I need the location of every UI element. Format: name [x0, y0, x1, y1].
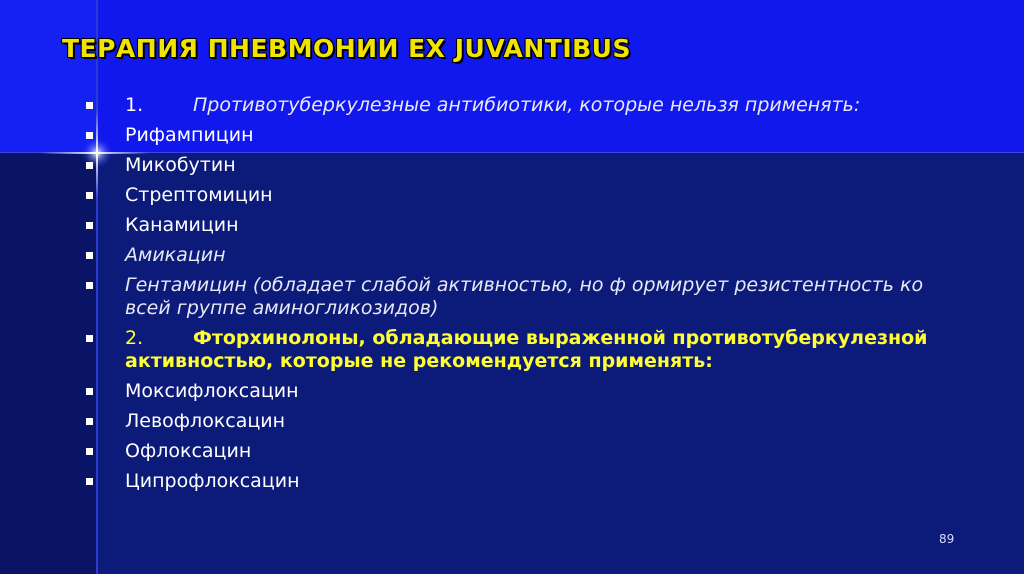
item-text: Гентамицин (обладает слабой активностью, но ф ормирует резистентность ко всей группе аминогликозидов)	[125, 274, 924, 319]
list-item	[84, 440, 964, 463]
item-text: Микобутин	[125, 154, 236, 176]
list-item	[84, 94, 964, 117]
bullet-icon	[86, 418, 93, 425]
bullet-icon	[86, 192, 93, 199]
bullet-icon	[86, 478, 93, 485]
item-text: Амикацин	[125, 244, 226, 266]
item-text: Рифампицин	[125, 124, 254, 146]
bullet-icon	[86, 132, 93, 139]
item-text: Левофлоксацин	[125, 410, 286, 432]
page-number: 89	[939, 532, 955, 546]
list-item	[84, 214, 964, 237]
item-text: Канамицин	[125, 214, 239, 236]
list-item	[84, 124, 964, 147]
list-item	[84, 184, 964, 207]
bullet-icon	[86, 162, 93, 169]
bullet-list	[84, 94, 964, 500]
bullet-icon	[86, 222, 93, 229]
list-item	[84, 410, 964, 433]
list-item	[84, 244, 964, 267]
item-text: Моксифлоксацин	[125, 380, 299, 402]
list-item	[84, 274, 964, 320]
item-text: Офлоксацин	[125, 440, 252, 462]
item-number: 2.	[125, 327, 144, 349]
list-item	[84, 470, 964, 493]
item-text: Ципрофлоксацин	[125, 470, 300, 492]
item-text: Противотуберкулезные антибиотики, которые нельзя применять:	[193, 94, 861, 116]
bullet-icon	[86, 448, 93, 455]
list-item	[84, 380, 964, 403]
bullet-icon	[86, 388, 93, 395]
list-item	[84, 154, 964, 177]
list-item	[84, 327, 964, 373]
item-text: Фторхинолоны, обладающие выраженной противотуберкулезной активностью, которые не рекомендуется применять:	[125, 327, 928, 372]
item-text: Стрептомицин	[125, 184, 273, 206]
slide-title: ТЕРАПИЯ ПНЕВМОНИИ EX JUVANTIBUS	[62, 34, 631, 63]
item-number: 1.	[125, 94, 144, 116]
bullet-icon	[86, 252, 93, 259]
bullet-icon	[86, 335, 93, 342]
bullet-icon	[86, 282, 93, 289]
bullet-icon	[86, 102, 93, 109]
